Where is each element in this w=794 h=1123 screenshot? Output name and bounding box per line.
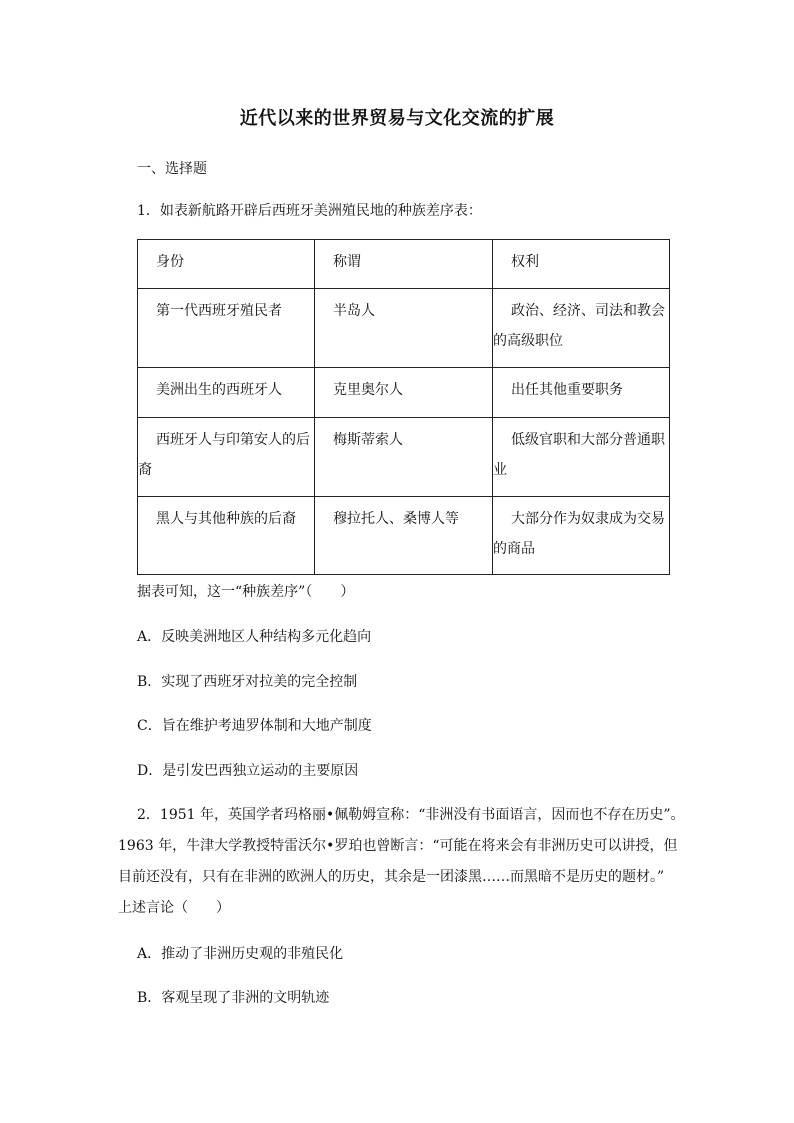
table-cell: 半岛人 bbox=[314, 289, 492, 368]
question-2-stem-line: 1963 年，牛津大学教授特雷沃尔•罗珀也曾断言：“可能在将来会有非洲历史可以讲授，但 bbox=[118, 838, 678, 854]
question-2-stem-line: 2．1951 年，英国学者玛格丽•佩勒姆宣称：“非洲没有书面语言，因而也不存在历史”。 bbox=[137, 807, 685, 823]
table-row bbox=[138, 368, 670, 418]
table-cell: 政治、经济、司法和教会的高级职位 bbox=[492, 289, 669, 368]
table-row bbox=[138, 289, 670, 368]
question-2-option-a: A．推动了非洲历史观的非殖民化 bbox=[137, 946, 344, 962]
document-title: 近代以来的世界贸易与文化交流的扩展 bbox=[239, 108, 555, 129]
question-1-option-b: B．实现了西班牙对拉美的完全控制 bbox=[137, 674, 358, 690]
table-cell: 大部分作为奴隶成为交易的商品 bbox=[492, 497, 669, 575]
table-cell: 美洲出生的西班牙人 bbox=[138, 368, 315, 418]
table-cell: 低级官职和大部分普通职业 bbox=[492, 418, 669, 497]
section-heading: 一、选择题 bbox=[137, 161, 207, 177]
table-cell: 出任其他重要职务 bbox=[492, 368, 669, 418]
question-1-option-c: C．旨在维护考迪罗体制和大地产制度 bbox=[137, 718, 372, 734]
table-cell: 第一代西班牙殖民者 bbox=[138, 289, 315, 368]
table-row bbox=[138, 497, 670, 575]
question-1-stem: 1．如表新航路开辟后西班牙美洲殖民地的种族差序表： bbox=[137, 203, 482, 219]
table-header-cell: 权利 bbox=[492, 240, 669, 289]
question-2-stem-line: 上述言论（ ） bbox=[118, 900, 230, 916]
table-cell: 克里奥尔人 bbox=[314, 368, 492, 418]
table-header-cell: 身份 bbox=[138, 240, 315, 289]
table-header-row bbox=[138, 240, 670, 289]
table-cell: 西班牙人与印第安人的后裔 bbox=[138, 418, 315, 497]
ethnic-hierarchy-table bbox=[137, 239, 670, 575]
table-cell: 穆拉托人、桑博人等 bbox=[314, 497, 492, 575]
table-row bbox=[138, 418, 670, 497]
question-2-stem-line: 目前还没有，只有在非洲的欧洲人的历史，其余是一团漆黑……而黑暗不是历史的题材。” bbox=[118, 869, 665, 885]
question-2-option-b: B．客观呈现了非洲的文明轨迹 bbox=[137, 990, 330, 1006]
question-1-option-d: D．是引发巴西独立运动的主要原因 bbox=[137, 763, 359, 779]
table-cell: 黑人与其他种族的后裔 bbox=[138, 497, 315, 575]
table-header-cell: 称谓 bbox=[314, 240, 492, 289]
question-1-option-a: A．反映美洲地区人种结构多元化趋向 bbox=[137, 629, 372, 645]
question-1-prompt: 据表可知，这一“种族差序”（ ） bbox=[137, 584, 355, 600]
table-cell: 梅斯蒂索人 bbox=[314, 418, 492, 497]
